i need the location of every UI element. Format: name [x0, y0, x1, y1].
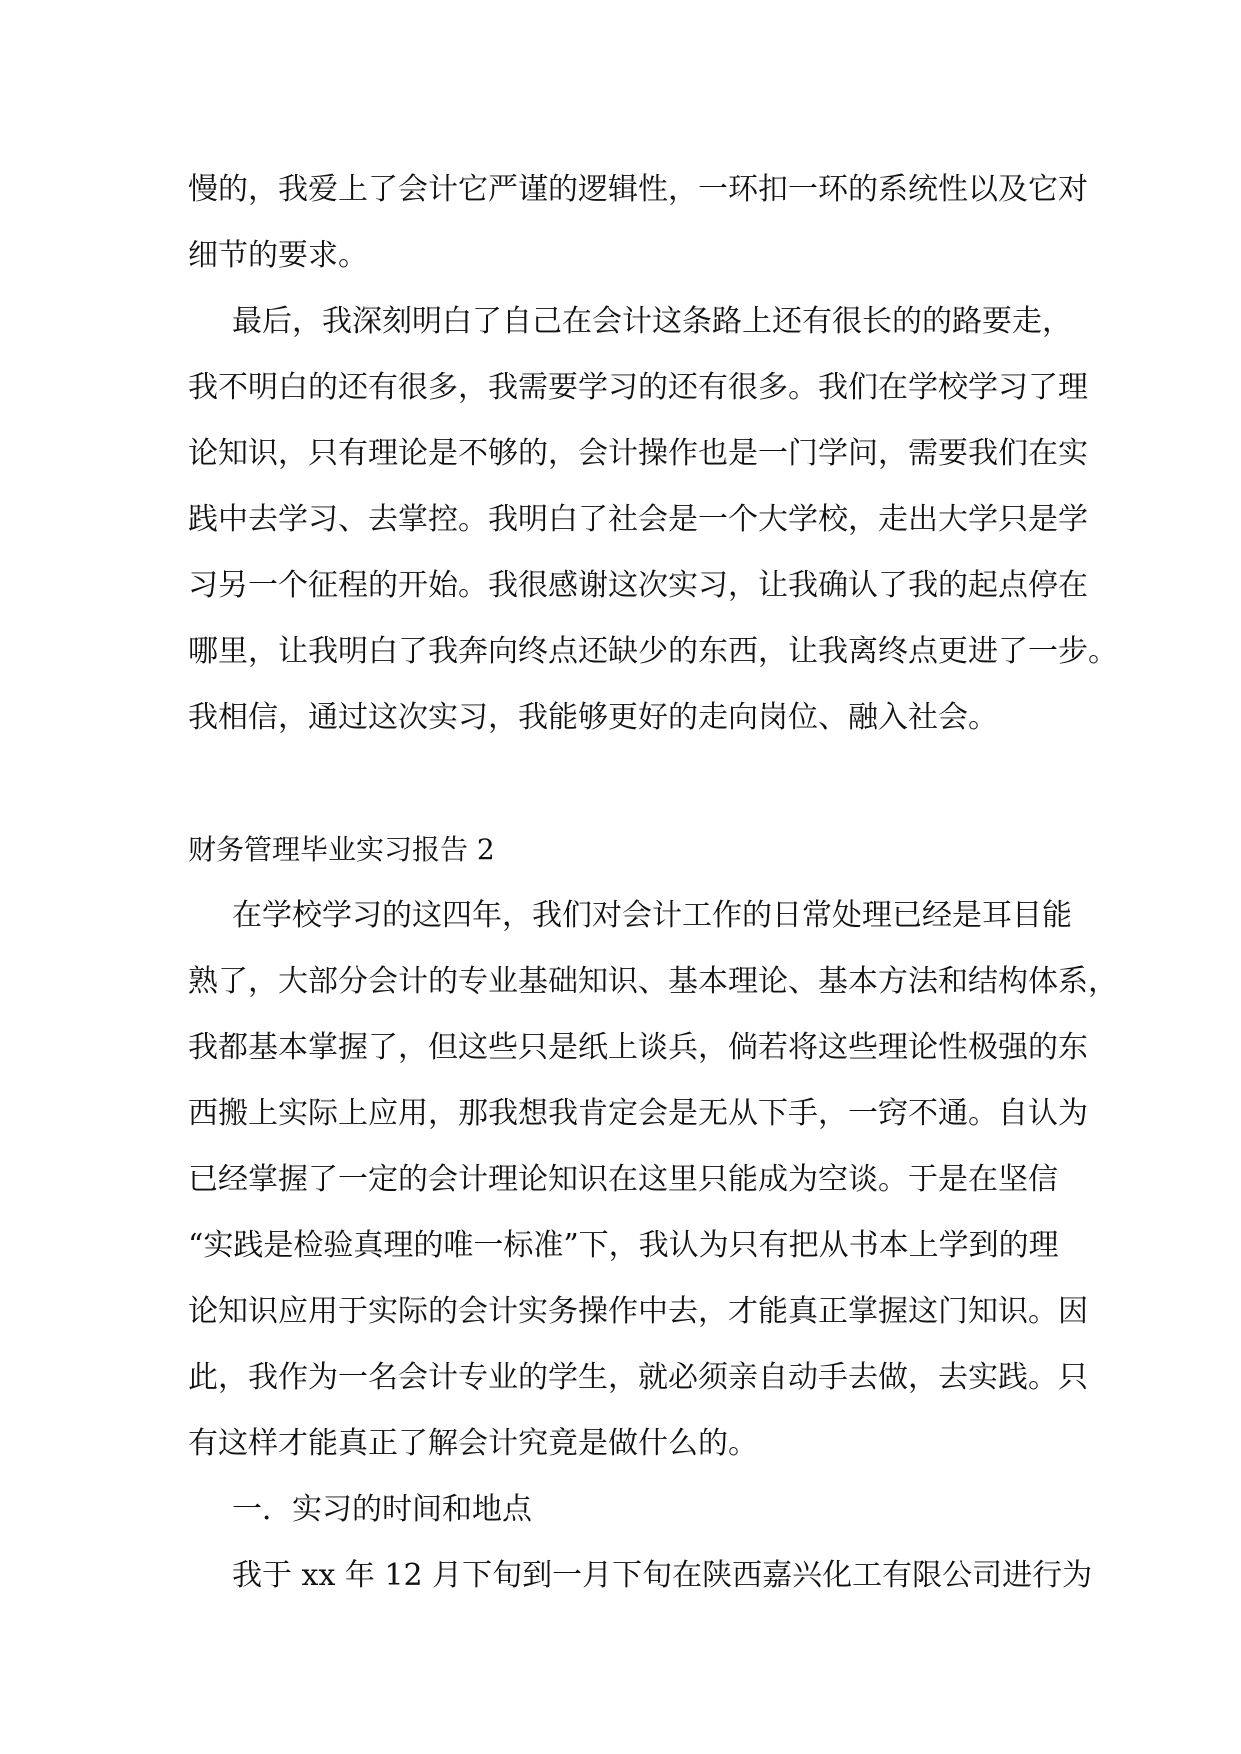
text-line: 慢的，我爱上了会计它严谨的逻辑性，一环扣一环的系统性以及它对	[188, 172, 1088, 207]
text-line: 论知识应用于实际的会计实务操作中去，才能真正掌握这门知识。因	[188, 1294, 1088, 1329]
report-title: 财务管理毕业实习报告 2	[188, 833, 495, 866]
text-line: 熟了，大部分会计的专业基础知识、基本理论、基本方法和结构体系，	[188, 964, 1118, 999]
paragraph-conclusion	[188, 289, 1118, 751]
text-line: 在学校学习的这四年，我们对会计工作的日常处理已经是耳目能	[232, 898, 1072, 933]
text-line: 我于 xx 年 12 月下旬到一月下旬在陕西嘉兴化工有限公司进行为	[232, 1558, 1093, 1593]
text-line: 已经掌握了一定的会计理论知识在这里只能成为空谈。于是在坚信	[188, 1162, 1058, 1197]
text-line: 此，我作为一名会计专业的学生，就必须亲自动手去做，去实践。只	[188, 1360, 1088, 1395]
text-line: 习另一个征程的开始。我很感谢这次实习，让我确认了我的起点停在	[188, 568, 1088, 603]
paragraph-intro	[188, 883, 1118, 1477]
text-line: 我相信，通过这次实习，我能够更好的走向岗位、融入社会。	[188, 700, 998, 735]
text-line: “实践是检验真理的唯一标准”下，我认为只有把从书本上学到的理	[188, 1228, 1059, 1263]
subsection-title: 一．实习的时间和地点	[232, 1492, 532, 1527]
blank-line	[188, 751, 1056, 817]
text-line: 哪里，让我明白了我奔向终点还缺少的东西，让我离终点更进了一步。	[188, 634, 1118, 669]
text-line: 论知识，只有理论是不够的，会计操作也是一门学问，需要我们在实	[188, 436, 1088, 471]
paragraph-continuation	[188, 157, 1088, 289]
text-line: 我都基本掌握了，但这些只是纸上谈兵，倘若将这些理论性极强的东	[188, 1030, 1088, 1065]
section-heading	[188, 817, 1056, 883]
text-line: 最后，我深刻明白了自己在会计这条路上还有很长的的路要走，	[232, 304, 1072, 339]
text-line: 我不明白的还有很多，我需要学习的还有很多。我们在学校学习了理	[188, 370, 1088, 405]
text-line: 细节的要求。	[188, 238, 368, 273]
paragraph-time-place	[188, 1543, 1093, 1609]
subsection-heading	[188, 1477, 1056, 1543]
text-line: 有这样才能真正了解会计究竟是做什么的。	[188, 1426, 758, 1461]
text-line: 西搬上实际上应用，那我想我肯定会是无从下手，一窍不通。自认为	[188, 1096, 1088, 1131]
document-body	[188, 157, 1118, 1609]
text-line: 践中去学习、去掌控。我明白了社会是一个大学校，走出大学只是学	[188, 502, 1088, 537]
